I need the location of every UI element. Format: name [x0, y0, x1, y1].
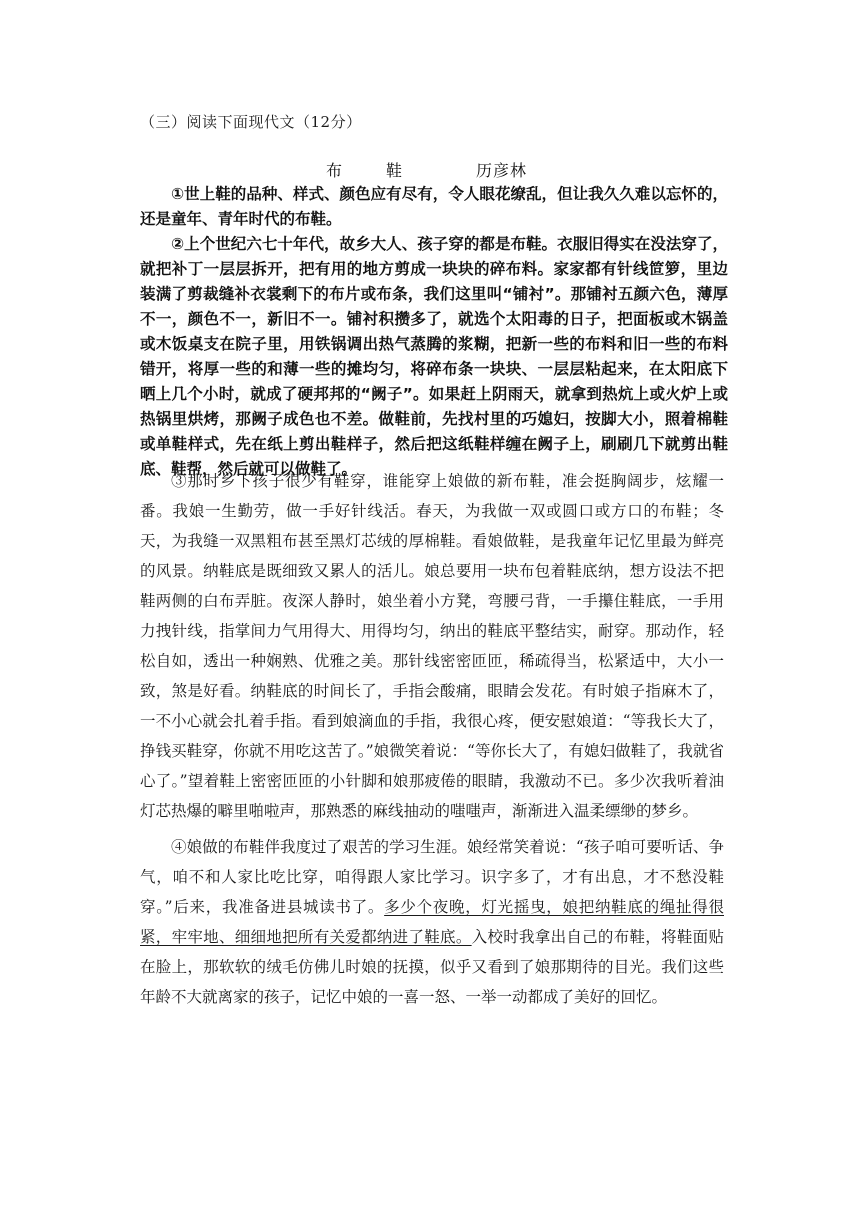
paragraph-2: ②上个世纪六七十年代，故乡大人、孩子穿的都是布鞋。衣服旧得实在没法穿了，就把补丁一层层拆开，把有用的地方剪成一块块的碎布料。家家都有针线笸箩，里边装满了剪裁缝补衣裳剩下的布片或布条，我们这里叫“铺衬”。那铺衬五颜六色，薄厚不一，颜色不一，新旧不一。铺衬积攒多了，就选个太阳毒的日子，把面板或木锅盖或木饭桌支在院子里，用铁锅调出热气蒸腾的浆糊，把新一些的布料和旧一些的布料错开，将厚一些的和薄一些的摊均匀，将碎布条一块块、一层层粘起来，在太阳底下晒上几个小时，就成了硬邦邦的“阙子”。如果赶上阴雨天，就拿到热炕上或火炉上或热锅里烘烤，那阙子成色也不差。做鞋前，先找村里的巧媳妇，按脚大小，照着棉鞋或单鞋样式，先在纸上剪出鞋样子，然后把这纸鞋样缠在阙子上，刷刷几下就剪出鞋底、鞋帮，然后就可以做鞋了。 [140, 235, 728, 478]
paragraph-3: ③那时乡下孩子很少有鞋穿，谁能穿上娘做的新布鞋，准会挺胸阔步，炫耀一番。我娘一生勤劳，做一手好针线活。春天，为我做一双或圆口或方口的布鞋；冬天，为我缝一双黑粗布甚至黑灯芯绒的厚棉鞋。看娘做鞋，是我童年记忆里最为鲜亮的风景。纳鞋底是既细致又累人的活儿。娘总要用一块布包着鞋底纳，想方设法不把鞋两侧的白布弄脏。夜深人静时，娘坐着小方凳，弯腰弓背，一手攥住鞋底，一手用力拽针线，指掌间力气用得大、用得均匀，纳出的鞋底平整结实，耐穿。那动作，轻松自如，透出一种娴熟、优雅之美。那针线密密匝匝，稀疏得当，松紧适中，大小一致，煞是好看。纳鞋底的时间长了，手指会酸痛，眼睛会发花。有时娘子指麻木了，一不小心就会扎着手指。看到娘滴血的手指，我很心疼，便安慰娘道：“等我长大了，挣钱买鞋穿，你就不用吃这苦了。”娘微笑着说：“等你长大了，有媳妇做鞋了，我就省心了。”望着鞋上密密匝匝的小针脚和娘那疲倦的眼睛，我激动不已。多少次我听着油灯芯热爆的噼里啪啦声，那熟悉的麻线抽动的嗤嗤声，渐渐进入温柔缥缈的梦乡。 [140, 472, 724, 820]
scanned-paragraphs [140, 182, 728, 482]
article-body [140, 466, 724, 1012]
article-title-line [326, 158, 527, 181]
paragraph-1: ①世上鞋的品种、样式、颜色应有尽有，令人眼花缭乱，但让我久久难以忘怀的，还是童年、青年时代的布鞋。 [140, 185, 728, 228]
paragraph-4 [140, 832, 724, 1012]
section-header: （三）阅读下面现代文（12分） [140, 113, 362, 131]
paragraph-4-underlined-sentence: 多少个夜晚，灯光摇曳，娘把纳鞋底的绳扯得很紧，牢牢地、细细地把所有关爱都纳进了鞋底。 [140, 898, 724, 946]
article-title: 布 鞋 [326, 161, 417, 180]
article-author: 历彦林 [476, 161, 528, 180]
paragraph-4-intro: ④娘做的布鞋伴我度过了艰苦的学习生涯。娘经常笑着说：“孩子咱可要听话、争气，咱不和人家比吃比穿，咱得跟人家比学习。识字多了，才有出息，才不愁没鞋穿。”后来，我准备进县城读书了。 [140, 838, 724, 916]
paragraph-4-ending: 入校时我拿出自己的布鞋，将鞋面贴在脸上，那软软的绒毛仿佛儿时娘的抚摸，似乎又看到了娘那期待的目光。我们这些年龄不大就离家的孩子，记忆中娘的一喜一怒、一举一动都成了美好的回忆。 [140, 928, 724, 1006]
scanned-excerpt [130, 150, 730, 478]
